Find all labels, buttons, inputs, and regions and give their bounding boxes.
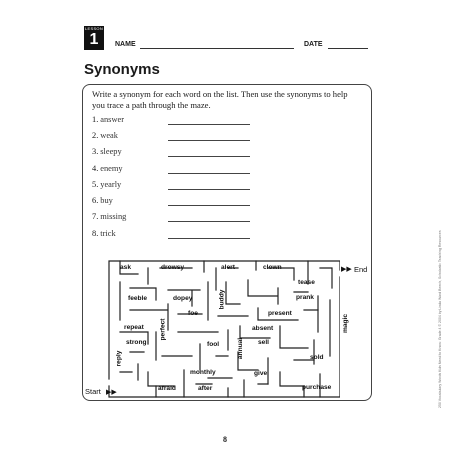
maze-word: sold bbox=[310, 354, 324, 361]
word-text: weak bbox=[100, 131, 118, 140]
maze-word: absent bbox=[252, 325, 274, 332]
answer-line[interactable] bbox=[168, 156, 250, 157]
answer-line[interactable] bbox=[168, 173, 250, 174]
word-number: 4. bbox=[92, 164, 99, 173]
word-text: missing bbox=[100, 212, 127, 221]
word-text: answer bbox=[100, 115, 124, 124]
word-number: 8. bbox=[92, 229, 99, 238]
maze-word: present bbox=[268, 310, 292, 317]
maze-word: ask bbox=[120, 264, 132, 271]
word-text: buy bbox=[100, 196, 113, 205]
maze-word: after bbox=[198, 385, 213, 392]
end-arrow-icon: ▶▶ bbox=[341, 265, 352, 273]
page-title: Synonyms bbox=[84, 61, 160, 78]
word-text: enemy bbox=[100, 164, 123, 173]
maze-word: prank bbox=[296, 294, 314, 301]
answer-line[interactable] bbox=[168, 238, 250, 239]
maze-end-label: End bbox=[354, 265, 368, 274]
maze-word: buddy bbox=[218, 289, 226, 310]
word-number: 3. bbox=[92, 147, 99, 156]
answer-line[interactable] bbox=[168, 221, 250, 222]
maze-word: give bbox=[254, 370, 268, 377]
word-number: 6. bbox=[92, 196, 99, 205]
maze-word: monthly bbox=[190, 369, 216, 376]
date-field[interactable] bbox=[328, 48, 368, 49]
maze-word: clown bbox=[263, 264, 282, 271]
lesson-badge bbox=[84, 26, 104, 50]
date-label: DATE bbox=[304, 41, 323, 48]
maze-word: foe bbox=[188, 310, 198, 317]
answer-line[interactable] bbox=[168, 189, 250, 190]
instructions-text: Write a synonym for each word on the list. Then use the synonyms to help you trace a path through the maze. bbox=[92, 89, 348, 110]
maze-word: repeat bbox=[124, 324, 144, 331]
lesson-number: 1 bbox=[89, 31, 99, 48]
maze-word: reply bbox=[115, 350, 123, 367]
maze-word: perfect bbox=[159, 318, 167, 341]
answer-line[interactable] bbox=[168, 140, 250, 141]
maze-word: purchase bbox=[302, 384, 332, 391]
word-number: 1. bbox=[92, 115, 99, 124]
maze-start-label: Start bbox=[85, 387, 101, 396]
maze-word: fool bbox=[207, 341, 220, 348]
start-arrow-icon: ▶▶ bbox=[106, 388, 117, 396]
maze-word: sell bbox=[258, 339, 269, 346]
word-number: 2. bbox=[92, 131, 99, 140]
maze-word: afraid bbox=[158, 385, 176, 392]
maze-word: feeble bbox=[128, 295, 148, 302]
maze-word: annual bbox=[237, 337, 245, 360]
word-text: sleepy bbox=[100, 147, 122, 156]
maze-word: drowsy bbox=[161, 264, 185, 271]
word-text: trick bbox=[100, 229, 116, 238]
maze-word: tease bbox=[298, 279, 315, 286]
maze[interactable] bbox=[108, 260, 350, 398]
word-number: 7. bbox=[92, 212, 99, 221]
maze-word: alert bbox=[221, 264, 235, 271]
maze-word: magic bbox=[342, 313, 350, 334]
page-number: 8 bbox=[223, 435, 227, 444]
word-text: yearly bbox=[100, 180, 122, 189]
lesson-word: LESSON bbox=[84, 26, 104, 31]
maze-word: strong bbox=[126, 339, 147, 346]
maze-word: dopey bbox=[173, 295, 193, 302]
copyright-credit: 250 Vocabulary Words Kids Need to Know: Grade 4 © 2004 by Linda Ward Beech, Scholastic Teaching Resources bbox=[438, 230, 442, 408]
word-number: 5. bbox=[92, 180, 99, 189]
answer-line[interactable] bbox=[168, 205, 250, 206]
name-label: NAME bbox=[115, 41, 136, 48]
answer-line[interactable] bbox=[168, 124, 250, 125]
name-field[interactable] bbox=[140, 48, 294, 49]
